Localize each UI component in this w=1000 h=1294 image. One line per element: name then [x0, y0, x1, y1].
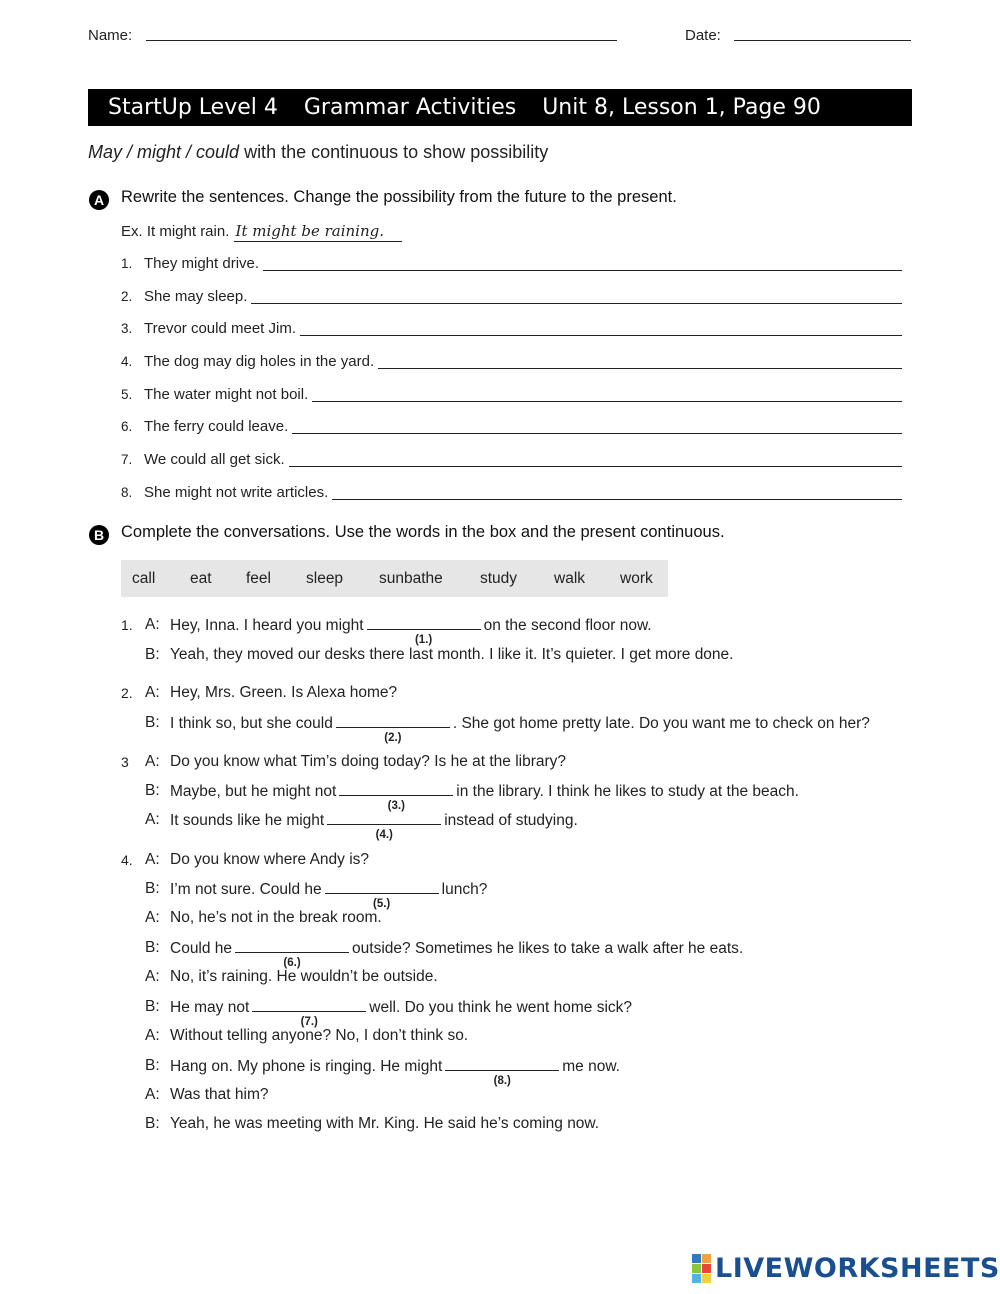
conversation-line — [121, 1085, 921, 1107]
logo-grid-cell — [702, 1264, 711, 1273]
blank-number-label: (8.) — [493, 1075, 511, 1087]
blank-number-label: (3.) — [387, 800, 405, 812]
answer-blank[interactable] — [339, 781, 453, 812]
conversation-number: 4. — [121, 852, 133, 868]
dialogue-before-blank: Could he — [170, 940, 233, 957]
blank-number-label: (4.) — [375, 829, 393, 841]
conversation-line — [121, 1056, 921, 1087]
blank-number-label: (7.) — [300, 1016, 318, 1028]
dialogue-after-blank: outside? Sometimes he likes to take a walk after he eats. — [352, 940, 744, 957]
dialogue-text — [170, 938, 744, 969]
item-sentence: The dog may dig holes in the yard. — [144, 353, 375, 370]
dialogue-text: Hey, Mrs. Green. Is Alexa home? — [170, 684, 398, 701]
dialogue-after-blank: instead of studying. — [444, 812, 578, 829]
speaker-label: A: — [145, 753, 160, 770]
speaker-label: A: — [145, 811, 160, 828]
logo-grid-cell — [692, 1274, 701, 1283]
item-sentence: Trevor could meet Jim. — [144, 320, 296, 337]
answer-line-4[interactable] — [378, 368, 902, 369]
word-box-item: walk — [554, 569, 586, 587]
answer-line-3[interactable] — [300, 335, 902, 336]
logo-text: LIVEWORKSHEETS — [715, 1253, 1000, 1284]
logo-grid-cell — [692, 1254, 701, 1263]
blank-number-label: (2.) — [384, 732, 402, 744]
blank-number-label: (1.) — [414, 634, 433, 646]
dialogue-after-blank: on the second floor now. — [483, 617, 652, 634]
logo-grid-cell — [702, 1274, 711, 1283]
word-box-item: feel — [246, 569, 271, 587]
conversation-number: 1. — [121, 617, 133, 633]
title-location: Unit 8, Lesson 1, Page 90 — [542, 95, 821, 120]
speaker-label: A: — [145, 1027, 160, 1044]
conversation-line — [121, 908, 921, 930]
section-a-instruction: Rewrite the sentences. Change the possibility from the future to the present. — [121, 188, 677, 206]
conversation-line — [121, 683, 921, 705]
conversation-line — [121, 810, 921, 841]
speaker-label: A: — [145, 684, 160, 701]
dialogue-after-blank: lunch? — [441, 881, 488, 898]
dialogue-text — [170, 810, 578, 841]
dialogue-text: Do you know what Tim’s doing today? Is he at the library? — [170, 753, 567, 770]
speaker-label: B: — [145, 998, 160, 1015]
dialogue-before-blank: Hey, Inna. I heard you might — [170, 617, 364, 634]
section-b-badge: B — [89, 525, 109, 545]
word-box-item: work — [620, 569, 653, 587]
item-number: 3. — [121, 321, 133, 336]
name-field[interactable] — [146, 40, 617, 41]
dialogue-text — [170, 1056, 620, 1087]
conversation-line — [121, 615, 921, 646]
word-box-item: study — [480, 569, 518, 587]
word-box — [121, 560, 668, 597]
dialogue-before-blank: Maybe, but he might not — [170, 783, 337, 800]
conversation-line — [121, 938, 921, 969]
dialogue-text — [170, 615, 652, 646]
item-number: 5. — [121, 387, 133, 402]
answer-blank[interactable] — [252, 997, 366, 1028]
word-box-item: sunbathe — [379, 569, 443, 587]
dialogue-before-blank: I’m not sure. Could he — [170, 881, 322, 898]
date-field[interactable] — [734, 40, 911, 41]
dialogue-text: No, it’s raining. He wouldn’t be outside. — [170, 968, 438, 985]
subtitle-modals: May / might / could — [88, 142, 240, 162]
item-sentence: The ferry could leave. — [144, 418, 289, 435]
speaker-label: A: — [145, 616, 160, 633]
section-b-instruction: Complete the conversations. Use the words in the box and the present continuous. — [121, 523, 725, 541]
dialogue-text: Yeah, they moved our desks there last month. I like it. It’s quieter. I get more done. — [170, 646, 734, 663]
dialogue-after-blank: . She got home pretty late. Do you want me to check on her? — [452, 715, 870, 732]
exercise-a-item — [121, 484, 328, 501]
conversation-number: 2. — [121, 685, 133, 701]
conversation-number: 3 — [121, 754, 129, 770]
speaker-label: B: — [145, 939, 160, 956]
example-answer: It might be raining. — [234, 222, 402, 242]
page-subtitle — [88, 142, 548, 163]
dialogue-text — [170, 781, 799, 812]
answer-line-7[interactable] — [289, 466, 902, 467]
liveworksheets-logo — [692, 1253, 1000, 1284]
answer-line-2[interactable] — [251, 303, 902, 304]
dialogue-text: Without telling anyone? No, I don’t think so. — [170, 1027, 469, 1044]
answer-blank[interactable] — [445, 1056, 559, 1087]
conversation-line — [121, 645, 921, 667]
exercise-a-item — [121, 255, 259, 272]
speaker-label: B: — [145, 1057, 160, 1074]
item-sentence: They might drive. — [144, 255, 260, 272]
example-prompt: Ex. It might rain. — [121, 223, 230, 240]
speaker-label: B: — [145, 714, 160, 731]
answer-blank[interactable] — [325, 879, 439, 910]
answer-blank[interactable] — [336, 713, 450, 744]
item-number: 4. — [121, 354, 133, 369]
dialogue-text — [170, 879, 488, 910]
conversation-line — [121, 781, 921, 812]
exercise-a-item — [121, 353, 374, 370]
date-label: Date: — [685, 27, 721, 44]
logo-grid-icon — [692, 1254, 711, 1283]
item-sentence: The water might not boil. — [144, 386, 309, 403]
blank-number-label: (5.) — [373, 898, 391, 910]
dialogue-before-blank: He may not — [170, 999, 250, 1016]
dialogue-after-blank: me now. — [562, 1058, 620, 1075]
example-row — [121, 222, 402, 242]
answer-blank[interactable] — [327, 810, 441, 841]
dialogue-text: No, he’s not in the break room. — [170, 909, 382, 926]
answer-line-8[interactable] — [332, 499, 902, 500]
speaker-label: B: — [145, 646, 160, 663]
answer-line-5[interactable] — [312, 401, 902, 402]
logo-grid-cell — [702, 1254, 711, 1263]
dialogue-text: Was that him? — [170, 1086, 269, 1103]
exercise-a-item — [121, 320, 296, 337]
item-number: 8. — [121, 485, 133, 500]
speaker-label: B: — [145, 782, 160, 799]
conversation-line — [121, 752, 921, 774]
speaker-label: A: — [145, 851, 160, 868]
item-number: 7. — [121, 452, 133, 467]
dialogue-before-blank: I think so, but she could — [170, 715, 333, 732]
speaker-label: B: — [145, 1115, 160, 1132]
item-number: 6. — [121, 419, 133, 434]
speaker-label: A: — [145, 1086, 160, 1103]
title-bar — [88, 89, 912, 126]
exercise-a-item — [121, 386, 308, 403]
word-box-item: eat — [190, 569, 212, 587]
speaker-label: A: — [145, 909, 160, 926]
exercise-a-item — [121, 418, 288, 435]
item-number: 2. — [121, 289, 133, 304]
dialogue-after-blank: in the library. I think he likes to study at the beach. — [456, 783, 799, 800]
exercise-a-item — [121, 288, 247, 305]
dialogue-text — [170, 713, 870, 744]
conversation-line — [121, 967, 921, 989]
dialogue-before-blank: It sounds like he might — [170, 812, 325, 829]
conversation-line — [121, 1114, 921, 1136]
conversation-line — [121, 1026, 921, 1048]
exercise-a-item — [121, 451, 285, 468]
answer-line-1[interactable] — [263, 270, 902, 271]
answer-blank[interactable] — [235, 938, 349, 969]
name-label: Name: — [88, 27, 133, 44]
item-sentence: She may sleep. — [144, 288, 248, 305]
item-sentence: She might not write articles. — [144, 484, 329, 501]
dialogue-before-blank: Hang on. My phone is ringing. He might — [170, 1058, 443, 1075]
dialogue-after-blank: well. Do you think he went home sick? — [369, 999, 633, 1016]
item-number: 1. — [121, 256, 133, 271]
blank-number-label: (6.) — [283, 957, 301, 969]
word-box-item: sleep — [306, 569, 344, 587]
conversation-line — [121, 879, 921, 910]
title-activity: Grammar Activities — [303, 95, 517, 120]
answer-line-6[interactable] — [292, 433, 902, 434]
logo-grid-cell — [692, 1264, 701, 1273]
dialogue-text: Do you know where Andy is? — [170, 851, 370, 868]
dialogue-text — [170, 997, 633, 1028]
section-a-badge: A — [89, 190, 109, 210]
title-level: StartUp Level 4 — [108, 95, 278, 120]
item-sentence: We could all get sick. — [144, 451, 285, 468]
speaker-label: A: — [145, 968, 160, 985]
answer-blank[interactable] — [367, 615, 481, 646]
word-box-item: call — [132, 569, 156, 587]
conversation-line — [121, 997, 921, 1028]
subtitle-rest: with the continuous to show possibility — [239, 142, 549, 162]
dialogue-text: Yeah, he was meeting with Mr. King. He said he’s coming now. — [170, 1115, 600, 1132]
speaker-label: B: — [145, 880, 160, 897]
conversation-line — [121, 850, 921, 872]
conversation-line — [121, 713, 921, 744]
